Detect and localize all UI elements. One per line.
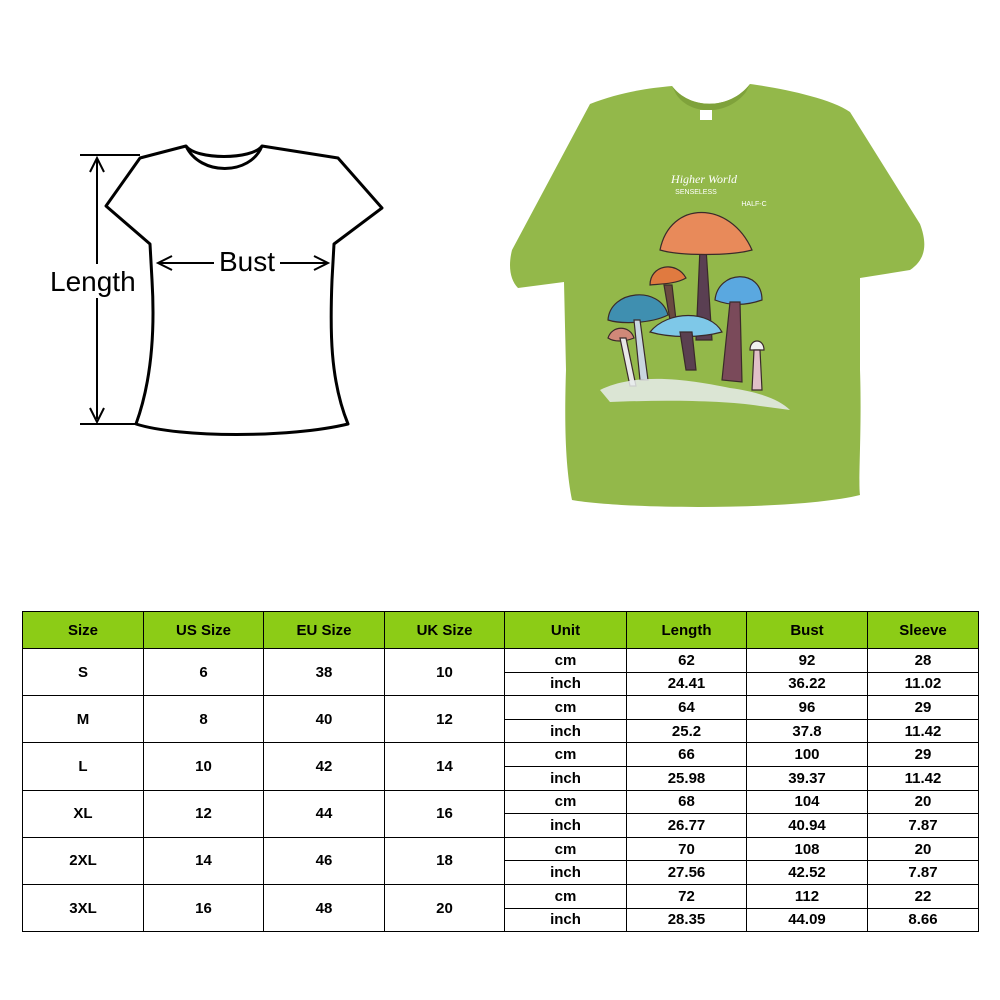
header-us-size: US Size [144, 612, 264, 649]
cell-uk-size: 16 [385, 790, 505, 837]
size-chart-table [22, 611, 979, 932]
shirt-neckline [186, 146, 262, 157]
cell-bust: 37.8 [747, 719, 868, 743]
bust-label: Bust [219, 246, 276, 277]
measurement-diagram [0, 0, 420, 480]
cell-uk-size: 10 [385, 649, 505, 696]
header-unit: Unit [505, 612, 627, 649]
cell-eu-size: 48 [264, 884, 385, 931]
cell-sleeve: 7.87 [868, 861, 979, 885]
cell-us-size: 16 [144, 884, 264, 931]
cell-bust: 40.94 [747, 814, 868, 838]
cell-size: L [23, 743, 144, 790]
cell-unit: cm [505, 743, 627, 767]
cell-unit: cm [505, 884, 627, 908]
product-tshirt-image [500, 70, 930, 530]
table-row [23, 696, 979, 720]
cell-eu-size: 44 [264, 790, 385, 837]
cell-unit: inch [505, 672, 627, 696]
cell-us-size: 6 [144, 649, 264, 696]
table-header-row [23, 612, 979, 649]
cell-bust: 96 [747, 696, 868, 720]
cell-sleeve: 29 [868, 696, 979, 720]
cell-length: 27.56 [627, 861, 747, 885]
cell-unit: cm [505, 837, 627, 861]
cell-sleeve: 28 [868, 649, 979, 673]
cell-sleeve: 29 [868, 743, 979, 767]
cell-eu-size: 42 [264, 743, 385, 790]
cell-eu-size: 40 [264, 696, 385, 743]
cell-length: 62 [627, 649, 747, 673]
table-row [23, 837, 979, 861]
table-row [23, 884, 979, 908]
cell-eu-size: 46 [264, 837, 385, 884]
header-eu-size: EU Size [264, 612, 385, 649]
cell-sleeve: 7.87 [868, 814, 979, 838]
cell-bust: 100 [747, 743, 868, 767]
cell-uk-size: 18 [385, 837, 505, 884]
cell-bust: 92 [747, 649, 868, 673]
cell-length: 72 [627, 884, 747, 908]
cell-length: 70 [627, 837, 747, 861]
cell-length: 26.77 [627, 814, 747, 838]
header-uk-size: UK Size [385, 612, 505, 649]
cell-length: 64 [627, 696, 747, 720]
cell-sleeve: 22 [868, 884, 979, 908]
table-row [23, 743, 979, 767]
cell-size: XL [23, 790, 144, 837]
cell-unit: cm [505, 696, 627, 720]
cell-unit: inch [505, 814, 627, 838]
cell-eu-size: 38 [264, 649, 385, 696]
shirt-outline [106, 146, 382, 435]
print-subtitle-1: SENSELESS [675, 189, 717, 196]
cell-sleeve: 8.66 [868, 908, 979, 932]
cell-uk-size: 12 [385, 696, 505, 743]
cell-unit: inch [505, 719, 627, 743]
cell-sleeve: 20 [868, 837, 979, 861]
cell-length: 25.2 [627, 719, 747, 743]
cell-length: 66 [627, 743, 747, 767]
cell-bust: 112 [747, 884, 868, 908]
cell-unit: cm [505, 790, 627, 814]
cell-unit: inch [505, 766, 627, 790]
header-sleeve: Sleeve [868, 612, 979, 649]
cell-size: 2XL [23, 837, 144, 884]
cell-bust: 44.09 [747, 908, 868, 932]
cell-size: S [23, 649, 144, 696]
header-length: Length [627, 612, 747, 649]
cell-size: M [23, 696, 144, 743]
length-label: Length [50, 266, 136, 297]
cell-us-size: 12 [144, 790, 264, 837]
cell-bust: 36.22 [747, 672, 868, 696]
cell-length: 25.98 [627, 766, 747, 790]
cell-sleeve: 11.42 [868, 719, 979, 743]
header-size: Size [23, 612, 144, 649]
cell-bust: 39.37 [747, 766, 868, 790]
cell-length: 28.35 [627, 908, 747, 932]
print-title: Higher World [671, 172, 737, 186]
cell-length: 68 [627, 790, 747, 814]
cell-unit: inch [505, 908, 627, 932]
cell-sleeve: 11.42 [868, 766, 979, 790]
cell-us-size: 10 [144, 743, 264, 790]
cell-sleeve: 20 [868, 790, 979, 814]
table-row [23, 649, 979, 673]
cell-bust: 42.52 [747, 861, 868, 885]
cell-sleeve: 11.02 [868, 672, 979, 696]
header-bust: Bust [747, 612, 868, 649]
cell-us-size: 8 [144, 696, 264, 743]
cell-uk-size: 20 [385, 884, 505, 931]
print-subtitle-2: HALF-C [741, 201, 767, 208]
table-row [23, 790, 979, 814]
cell-size: 3XL [23, 884, 144, 931]
cell-us-size: 14 [144, 837, 264, 884]
cell-bust: 104 [747, 790, 868, 814]
cell-unit: cm [505, 649, 627, 673]
cell-length: 24.41 [627, 672, 747, 696]
cell-unit: inch [505, 861, 627, 885]
cell-uk-size: 14 [385, 743, 505, 790]
cell-bust: 108 [747, 837, 868, 861]
